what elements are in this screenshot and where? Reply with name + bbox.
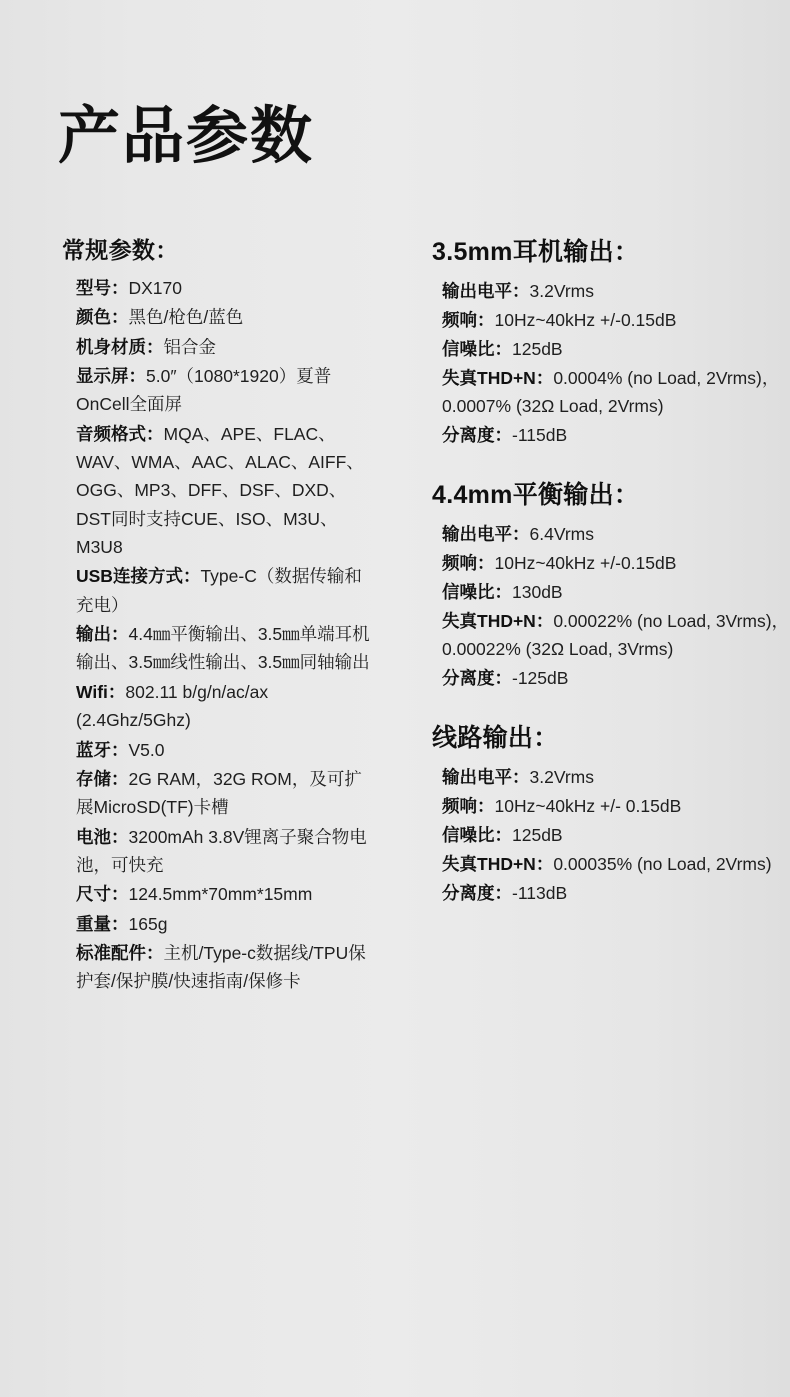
spec-value: 124.5mm*70mm*15mm	[128, 884, 313, 905]
spec-value: -115dB	[512, 425, 568, 445]
spec-label: 失真THD+N：	[442, 368, 554, 388]
section-title: 线路输出：	[432, 724, 559, 752]
spec-value: 3200mAh 3.8V锂离子聚合物电池，可快充	[76, 826, 367, 875]
spec-label: 音频格式：	[76, 423, 164, 444]
spec-label: 颜色：	[76, 307, 129, 328]
spec-value: 4.4㎜平衡输出、3.5㎜单端耳机输出、3.5㎜线性输出、3.5㎜同轴输出	[76, 624, 370, 673]
spec-label: Wifi：	[76, 681, 126, 702]
spec-item	[432, 850, 790, 878]
spec-item	[432, 763, 790, 791]
section-balanced-44mm	[432, 475, 790, 692]
spec-label: 频响：	[442, 796, 495, 816]
left-column	[0, 232, 372, 997]
right-column	[372, 232, 790, 908]
spec-value: DX170	[128, 278, 183, 298]
spec-item	[432, 792, 790, 820]
spec-label: 分离度：	[442, 883, 512, 903]
spec-value: -125dB	[512, 668, 569, 688]
spec-list	[432, 520, 790, 692]
section-title: 常规参数：	[62, 237, 179, 263]
spec-item	[432, 607, 790, 663]
spec-value: 铝合金	[163, 336, 216, 357]
spec-label: 分离度：	[442, 668, 512, 688]
spec-value: 0.0004% (no Load, 2Vrms)，0.0007% (32Ω Load, 2Vrms)	[442, 368, 780, 416]
page-title: 产品参数	[58, 102, 315, 171]
spec-item	[62, 362, 372, 419]
spec-label: 输出电平：	[442, 767, 530, 787]
spec-item	[432, 364, 790, 420]
spec-columns	[0, 232, 790, 997]
spec-item	[432, 664, 790, 692]
spec-label: 标准配件：	[76, 942, 164, 963]
spec-list	[432, 763, 790, 907]
spec-label: 输出电平：	[442, 524, 530, 544]
spec-label: 分离度：	[442, 425, 512, 445]
spec-value: MQA、APE、FLAC、WAV、WMA、AAC、ALAC、AIFF、OGG、MP3、DFF、DSF、DXD、DST同时支持CUE、ISO、M3U、M3U8	[76, 423, 364, 558]
spec-item	[62, 823, 372, 880]
spec-label: 型号：	[76, 278, 129, 298]
spec-value: 3.2Vrms	[529, 767, 595, 787]
section-title: 3.5mm耳机输出：	[432, 238, 640, 266]
spec-list	[432, 277, 790, 449]
section-title: 4.4mm平衡输出：	[432, 481, 640, 509]
spec-value: 10Hz~40kHz +/-0.15dB	[494, 553, 677, 573]
spec-item	[432, 520, 790, 548]
spec-label: 机身材质：	[76, 336, 164, 357]
spec-item	[432, 578, 790, 606]
spec-value: 130dB	[512, 582, 563, 602]
spec-item	[62, 274, 372, 302]
spec-label: 失真THD+N：	[442, 854, 554, 874]
spec-item	[62, 736, 372, 764]
spec-item	[62, 620, 372, 677]
spec-label: 蓝牙：	[76, 739, 129, 760]
spec-item	[62, 562, 372, 619]
spec-label: 失真THD+N：	[442, 611, 554, 631]
spec-value: 802.11 b/g/n/ac/ax (2.4Ghz/5Ghz)	[76, 681, 269, 731]
spec-item	[62, 420, 372, 562]
spec-value: Type-C（数据传输和充电）	[76, 566, 362, 615]
spec-value: 165g	[128, 913, 168, 934]
spec-value: 0.00035% (no Load, 2Vrms)	[553, 854, 772, 874]
section-headphone-35mm	[432, 232, 790, 449]
spec-item	[432, 879, 790, 907]
spec-value: 黑色/枪色/蓝色	[128, 307, 244, 328]
spec-label: 输出电平：	[442, 281, 530, 301]
spec-label: 尺寸：	[76, 884, 129, 905]
spec-label: 输出：	[76, 624, 129, 645]
spec-value: 6.4Vrms	[529, 524, 595, 544]
section-line-out	[432, 718, 790, 907]
spec-item	[432, 421, 790, 449]
spec-value: 3.2Vrms	[529, 281, 595, 301]
spec-label: 重量：	[76, 913, 129, 934]
spec-item	[432, 821, 790, 849]
spec-list	[62, 274, 372, 996]
spec-item	[62, 678, 372, 735]
spec-item	[62, 880, 372, 908]
spec-label: 信噪比：	[442, 339, 512, 359]
spec-value: 0.00022% (no Load, 3Vrms)，0.00022% (32Ω Load, 3Vrms)	[442, 611, 790, 659]
spec-value: V5.0	[128, 739, 165, 760]
spec-value: 10Hz~40kHz +/-0.15dB	[494, 310, 677, 330]
spec-value: 125dB	[512, 825, 563, 845]
spec-label: 显示屏：	[76, 366, 146, 387]
spec-value: 10Hz~40kHz +/- 0.15dB	[494, 796, 682, 816]
spec-label: USB连接方式：	[76, 566, 201, 587]
spec-item	[432, 549, 790, 577]
spec-item	[432, 335, 790, 363]
spec-item	[62, 910, 372, 938]
spec-label: 存储：	[76, 768, 129, 789]
spec-item	[62, 939, 372, 996]
spec-item	[62, 333, 372, 361]
spec-label: 频响：	[442, 553, 495, 573]
spec-label: 信噪比：	[442, 582, 512, 602]
spec-label: 电池：	[76, 826, 129, 847]
spec-label: 信噪比：	[442, 825, 512, 845]
spec-item	[432, 306, 790, 334]
spec-label: 频响：	[442, 310, 495, 330]
spec-value: 125dB	[512, 339, 563, 359]
spec-value: 2G RAM，32G ROM，及可扩展MicroSD(TF)卡槽	[76, 768, 362, 818]
spec-value: 主机/Type-c数据线/TPU保护套/保护膜/快速指南/保修卡	[76, 942, 366, 992]
section-general	[62, 232, 372, 996]
spec-item	[62, 765, 372, 822]
spec-value: -113dB	[512, 883, 568, 903]
spec-item	[62, 303, 372, 331]
spec-item	[432, 277, 790, 305]
spec-value: 5.0″（1080*1920）夏普OnCell全面屏	[76, 366, 332, 415]
